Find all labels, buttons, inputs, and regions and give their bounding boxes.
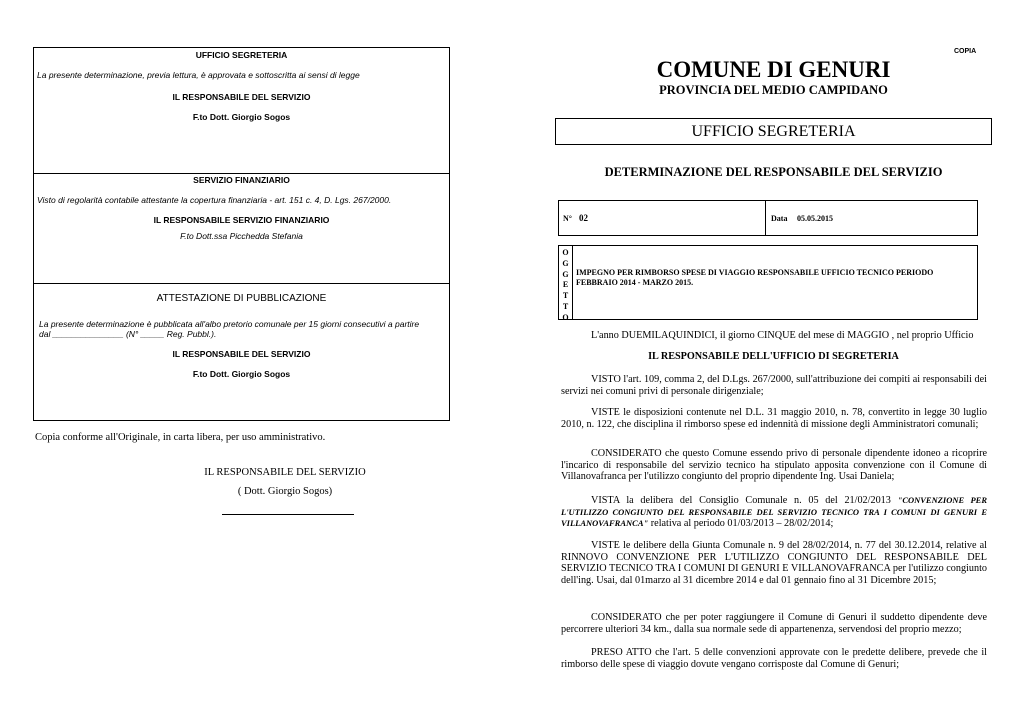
responsabile-label: IL RESPONSABILE DEL SERVIZIO <box>204 467 366 478</box>
oggetto-text: IMPEGNO PER RIMBORSO SPESE DI VIAGGIO RESPONSABILE UFFICIO TECNICO PERIODO FEBBRAIO 2014 - MARZO 2015. <box>576 268 934 287</box>
oggetto-letter: G <box>562 258 569 268</box>
ufficio-segreteria-section <box>34 48 449 174</box>
section-text: La presente determinazione, previa lettura, è approvata e sottoscritta ai sensi di legge <box>37 70 360 80</box>
section-text: La presente determinazione è pubblicata all'albo pretorio comunale per 15 giorni consecutivi a partire <box>39 319 420 329</box>
oggetto-box <box>558 245 978 320</box>
considerato-paragraph-1: CONSIDERATO che questo Comune essendo privo di personale dipendente idoneo a ricoprire l'incarico di responsabile del servizio tecnico ha stipulato apposita convenzione con il Comune di Villanovafranca per l'utilizzo congiunto del proprio dipendente Ing. Usai Daniela; <box>561 448 987 482</box>
date-value: 05.05.2015 <box>797 214 833 223</box>
viste-paragraph-2: VISTE le delibere della Giunta Comunale n. 9 del 28/02/2014, n. 77 del 30.12.2014, relative al RINNOVO CONVENZIONE PER L'UTILIZZO CONGIUNTO DEL RESPONSABILE DEL SERVIZIO TECNICO TRA I COMUNI DI GENURI E VILLANOVAFRANCA per l'utilizzo congiunto dell'ing. Usai, dal 01marzo al 31 dicembre 2014 e dal 01 gennaio fino al 31 Dicembre 2015; <box>561 540 987 586</box>
signature-line <box>222 514 354 515</box>
vista-text: VISTA la delibera del Consiglio Comunale n. 05 del 21/02/2013 <box>591 495 891 506</box>
servizio-finanziario-section <box>34 173 449 284</box>
oggetto-letter: E <box>562 280 569 290</box>
section-text: Visto di regolarità contabile attestante la copertura finanziaria - art. 151 c. 4, D. Lgs. 267/2000. <box>37 195 392 205</box>
ufficio-header-box: UFFICIO SEGRETERIA <box>555 118 992 145</box>
oggetto-vertical-label <box>559 248 572 324</box>
copia-tag: COPIA <box>954 48 977 55</box>
provincia-subtitle: PROVINCIA DEL MEDIO CAMPIDANO <box>659 83 888 97</box>
section-text-2: dal _______________ (N° _____ Reg. Pubbl.). <box>39 329 217 339</box>
visto-paragraph: VISTO l'art. 109, comma 2, del D.Lgs. 267/2000, sull'attribuzione dei compiti ai responsabili dei servizi nei comuni privi di personale dirigenziale; <box>561 374 987 397</box>
section-title: SERVIZIO FINANZIARIO <box>193 175 290 185</box>
responsabile-name: ( Dott. Giorgio Sogos) <box>237 486 333 497</box>
determinazione-title: DETERMINAZIONE DEL RESPONSABILE DEL SERVIZIO <box>604 165 943 179</box>
section-signer: F.to Dott. Giorgio Sogos <box>192 112 291 122</box>
vista-paragraph <box>561 495 987 530</box>
number-value: 02 <box>579 213 588 223</box>
copia-conforme-note: Copia conforme all'Originale, in carta libera, per uso amministrativo. <box>35 432 326 443</box>
number-label: N° <box>563 214 572 223</box>
section-title: UFFICIO SEGRETERIA <box>195 50 288 60</box>
intro-paragraph: L'anno DUEMILAQUINDICI, il giorno CINQUE del mese di MAGGIO , nel proprio Ufficio <box>591 330 974 341</box>
responsabile-heading: IL RESPONSABILE DELL'UFFICIO DI SEGRETERIA <box>648 351 899 362</box>
vista-convenzione-title: "CONVENZIONE PER L'UTILIZZO CONGIUNTO DEL RESPONSABILE DEL SERVIZIO TECNICO TRA I COMUNI DI GENURI E VILLANOVAFRANCA" <box>561 495 988 528</box>
oggetto-letter: O <box>562 248 569 257</box>
section-responsible: IL RESPONSABILE DEL SERVIZIO <box>172 92 311 102</box>
section-signer: F.to Dott. Giorgio Sogos <box>192 369 291 379</box>
considerato-paragraph-2: CONSIDERATO che per poter raggiungere il Comune di Genuri il suddetto dipendente deve percorrere ulteriori 34 km., dalla sua normale sede di appartenenza, servendosi del proprio mezzo; <box>561 612 987 635</box>
oggetto-letter: T <box>562 301 569 311</box>
box-divider <box>572 246 573 319</box>
date-label: Data <box>771 214 788 223</box>
section-title: ATTESTAZIONE DI PUBBLICAZIONE <box>156 293 327 304</box>
attestazione-pubblicazione-section <box>34 283 449 420</box>
section-responsible: IL RESPONSABILE DEL SERVIZIO <box>172 349 311 359</box>
box-divider <box>765 201 766 235</box>
oggetto-letter: T <box>562 291 569 301</box>
viste-paragraph-1: VISTE le disposizioni contenute nel D.L. 31 maggio 2010, n. 78, convertito in legge 30 luglio 2010, n. 122, che disciplina il rimborso spese ed indennità di missione degli Amministratori comunali; <box>561 407 987 430</box>
oggetto-letter: G <box>562 269 569 279</box>
section-signer: F.to Dott.ssa Picchedda Stefania <box>180 231 303 241</box>
number-date-box <box>558 200 978 236</box>
vista-period: relativa al periodo 01/03/2013 – 28/02/2014; <box>648 518 834 529</box>
preso-atto-paragraph: PRESO ATTO che l'art. 5 delle convenzioni approvate con le predette delibere, prevede che il rimborso delle spese di viaggio dovute vengano corrisposte dal Comune di Genuri; <box>561 647 987 670</box>
attestations-box <box>33 47 450 421</box>
comune-title: COMUNE DI GENURI <box>656 57 891 82</box>
oggetto-letter: O <box>562 312 569 322</box>
section-responsible: IL RESPONSABILE SERVIZIO FINANZIARIO <box>153 215 330 225</box>
